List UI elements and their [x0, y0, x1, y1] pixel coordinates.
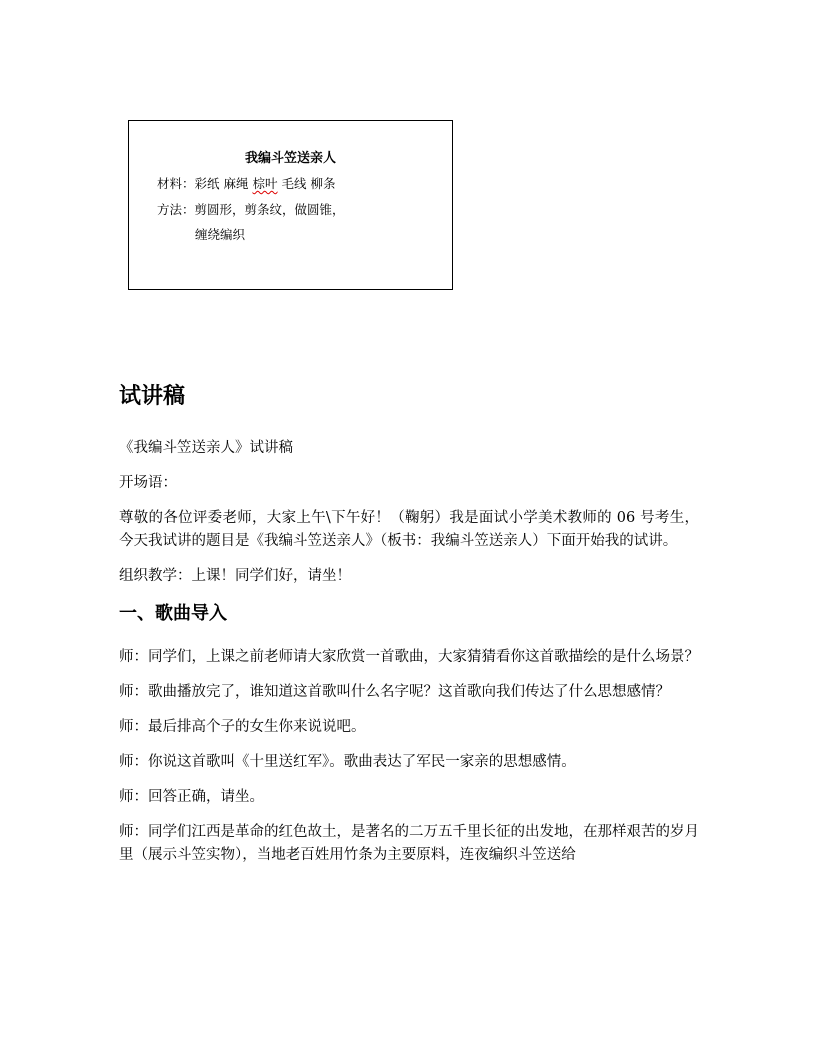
organize-paragraph: 组织教学：上课！同学们好，请坐！: [119, 568, 351, 584]
board-method-label: 方法：: [157, 202, 195, 217]
board-materials-label: 材料：: [157, 176, 195, 191]
board-method-line-2: 缠绕编织: [195, 227, 246, 242]
dialogue-paragraph: 师：同学们江西是革命的红色故土，是著名的二万五千里长征的出发地，在那样艰苦的岁月里（展示斗笠实物），当地老百姓用竹条为主要原料，连夜编织斗笠送给: [119, 824, 699, 863]
board-material-item: 麻绳: [223, 176, 249, 191]
dialogue-paragraph: 师：同学们，上课之前老师请大家欣赏一首歌曲，大家猜猜看你这首歌描绘的是什么场景？: [119, 649, 699, 665]
board-title: 我编斗笠送亲人: [244, 151, 336, 166]
dialogue-paragraph: 师：回答正确，请坐。: [119, 789, 264, 805]
board-materials-line: [157, 174, 336, 192]
dialogue-paragraph: 师：最后排高个子的女生你来说说吧。: [119, 719, 366, 735]
board-material-item: 棕叶: [252, 176, 278, 191]
board-method-text: 剪圆形，剪条纹，做圆锥，: [194, 202, 345, 217]
document-subtitle: 《我编斗笠送亲人》试讲稿: [119, 440, 293, 456]
board-material-item: 彩纸: [194, 176, 220, 191]
board-material-item: 柳条: [310, 176, 336, 191]
blackboard-design-box: [128, 120, 453, 290]
board-method-line: [157, 200, 345, 218]
dialogue-paragraph: 师：你说这首歌叫《十里送红军》。歌曲表达了军民一家亲的思想感情。: [119, 754, 576, 770]
board-material-item: 毛线: [281, 176, 307, 191]
section-heading: 一、歌曲导入: [119, 603, 227, 624]
dialogue-paragraph: 师：歌曲播放完了，谁知道这首歌叫什么名字呢？这首歌向我们传达了什么思想感情？: [119, 684, 670, 700]
document-body: [119, 378, 699, 879]
document-heading: 试讲稿: [119, 383, 186, 409]
opening-label: 开场语：: [119, 475, 177, 491]
opening-paragraph: 尊敬的各位评委老师，大家上午\下午好！（鞠躬）我是面试小学美术教师的 06 号考生，今天我试讲的题目是《我编斗笠送亲人》（板书：我编斗笠送亲人）下面开始我的试讲。: [119, 510, 699, 549]
